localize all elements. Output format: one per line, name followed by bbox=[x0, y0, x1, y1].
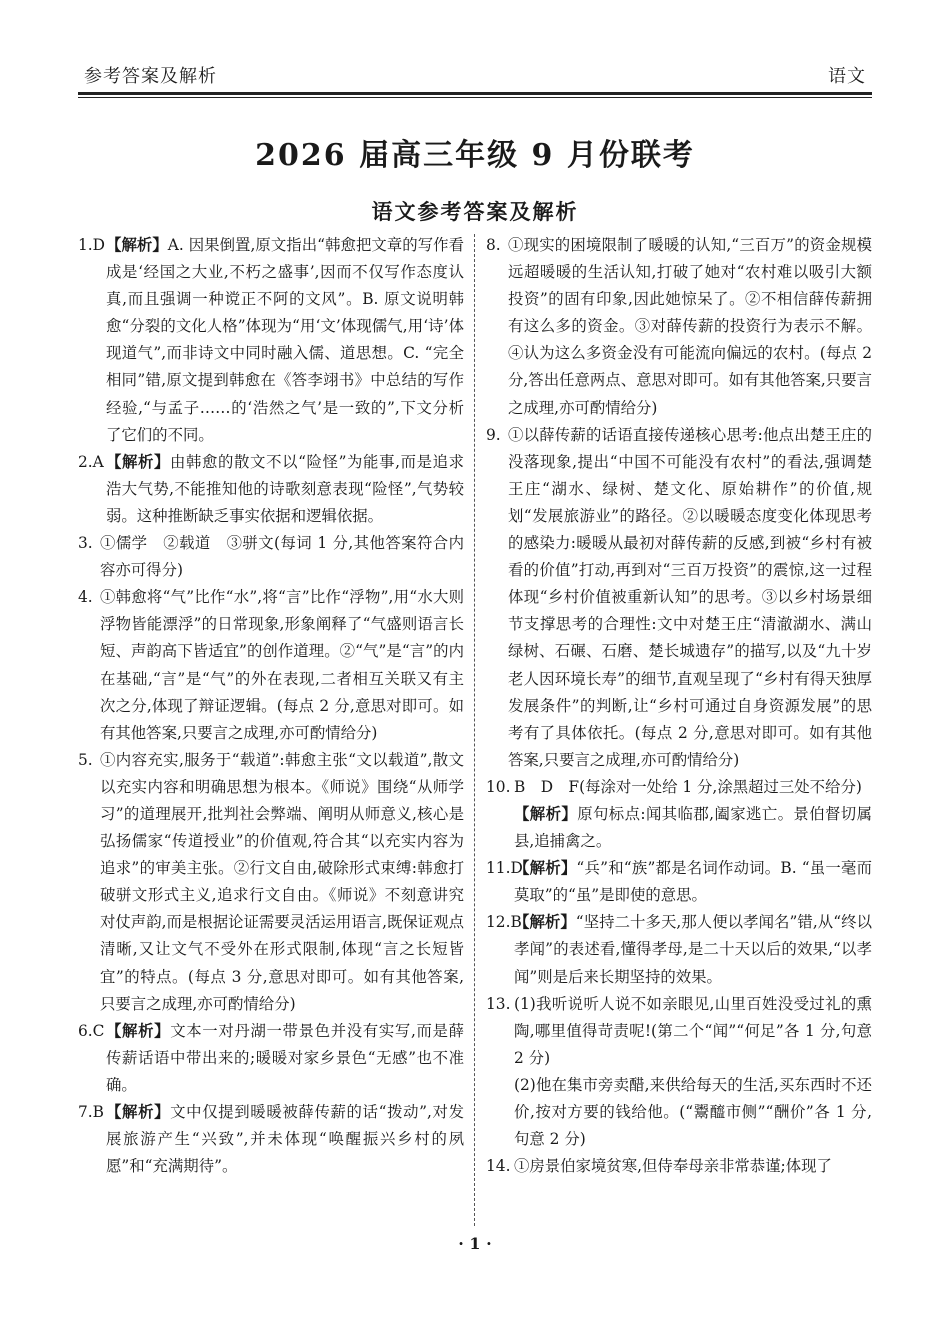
header-subject: 语文 bbox=[828, 66, 866, 87]
item-body bbox=[106, 449, 464, 530]
item-text: ①现实的困境限制了暖暖的认知,“三百万”的资金规模远超暖暖的生活认知,打破了她对“农村难以吸引大额投资”的固有印象,因此她惊呆了。②不相信薛传薪拥有这么多的资金。③对薛传薪的投资行为表示不解。④认为这么多资金没有可能流向偏远的农村。(每点 2 分,答出任意两点、意思对即可。如有其他答案,只要言之成理,亦可酌情给分) bbox=[508, 236, 872, 417]
item-text: “兵”和“族”都是名词作动词。B. “虽一毫而莫取”的“虽”是即使的意思。 bbox=[514, 859, 872, 905]
answer-item-8 bbox=[486, 232, 872, 422]
analysis-tag: 【解析】 bbox=[106, 236, 168, 254]
page-subtitle: 语文参考答案及解析 bbox=[371, 199, 579, 224]
item-body bbox=[106, 232, 464, 449]
item-number: 10. bbox=[486, 777, 511, 796]
answer-item-13 bbox=[486, 991, 872, 1072]
item-text: ①儒学 ②载道 ③骈文(每词 1 分,其他答案符合内容亦可得分) bbox=[100, 534, 464, 580]
answer-item-1 bbox=[78, 232, 464, 449]
page-title: 2026 届高三年级 9 月份联考 bbox=[255, 138, 695, 173]
item-number: 12.B bbox=[486, 913, 522, 932]
item-text: 原句标点:闻其临郡,阖家逃亡。景伯督切属县,追捕禽之。 bbox=[514, 804, 872, 851]
analysis-tag: 【解析】 bbox=[106, 1021, 171, 1040]
answer-item-10-analysis bbox=[486, 801, 872, 855]
item-number: 4. bbox=[78, 588, 93, 607]
item-body bbox=[514, 855, 872, 909]
item-number: 9. bbox=[486, 425, 501, 444]
header-left-text: 参考答案及解析 bbox=[84, 66, 217, 87]
item-number: 3. bbox=[78, 534, 93, 553]
item-number: 8. bbox=[486, 236, 501, 254]
answer-item-7 bbox=[78, 1099, 464, 1180]
analysis-tag: 【解析】 bbox=[514, 804, 578, 823]
item-text: 文本一对丹湖一带景色并没有实写,而是薛传薪话语中带出来的;暖暖对家乡景色“无感”也不准确。 bbox=[106, 1021, 464, 1094]
analysis-tag: 【解析】 bbox=[106, 452, 171, 471]
answer-item-12 bbox=[486, 909, 872, 990]
answer-item-3 bbox=[78, 530, 464, 584]
item-text: ①房景伯家境贫寒,但侍奉母亲非常恭谨;体现了 bbox=[514, 1157, 832, 1176]
page-header bbox=[78, 56, 872, 90]
item-text: “坚持二十多天,那人便以孝闻名”错,从“终以孝闻”的表述看,懂得孝母,是二十天以后的效果,“以孝闻”则是后来长期坚持的效果。 bbox=[514, 913, 872, 986]
item-text: B D F(每涂对一处给 1 分,涂黑超过三处不给分) bbox=[514, 777, 862, 796]
column-divider bbox=[474, 234, 475, 1226]
page-number: · 1 · bbox=[458, 1234, 492, 1253]
item-text: ①韩愈将“气”比作“水”,将“言”比作“浮物”,用“水大则浮物皆能漂浮”的日常现象,形象阐释了“气盛则语言长短、声韵高下皆适宜”的创作道理。②“气”是“言”的内在基础,“言”是“气”的外在表现,二者相互关联又有主次之分,体现了辩证逻辑。(每点 2 分,意思对即可。如有其他答案,只要言之成理,亦可酌情给分) bbox=[100, 588, 464, 742]
left-column bbox=[78, 232, 464, 1180]
analysis-tag: 【解析】 bbox=[514, 913, 576, 932]
item-text: A. 因果倒置,原文指出“韩愈把文章的写作看成是‘经国之大业,不朽之盛事’,因而不仅写作态度认真,而且强调一种谠正不阿的文风”。B. 原文说明韩愈“分裂的文化人格”体现为“用‘文’体现儒气,用‘诗’体现道气”,而非诗文中同时融入儒、道思想。C. “完全相同”错,原文提到韩愈在《答李翊书》中总结的写作经验,“与孟子……的‘浩然之气’是一致的”,下文分析了它们的不同。 bbox=[106, 236, 464, 444]
answer-item-2 bbox=[78, 449, 464, 530]
item-number: 7.B bbox=[78, 1103, 104, 1121]
item-number: 2.A bbox=[78, 452, 104, 471]
item-text: ①内容充实,服务于“载道”:韩愈主张“文以载道”,散文以充实内容和明确思想为根本。《师说》围绕“从师学习”的道理展开,批判社会弊端、阐明从师意义,核心是弘扬儒家“传道授业”的价值观,符合其“以充实内容为追求”的审美主张。②行文自由,破除形式束缚:韩愈打破骈文形式主义,追求行文自由。《师说》不刻意讲究对仗声韵,而是根据论证需要灵活运用语言,既保证观点清晰,又让文气不受外在形式限制,体现“言之长短皆宜”的特点。(每点 3 分,意思对即可。如有其他答案,只要言之成理,亦可酌情给分) bbox=[100, 750, 464, 1013]
header-rule-thin bbox=[78, 97, 872, 98]
item-body bbox=[106, 1018, 464, 1099]
answer-item-13-part2: (2)他在集市旁卖醋,来供给每天的生活,买东西时不还价,按对方要的钱给他。(“鬻醯市侧”“酬价”各 1 分,句意 2 分) bbox=[514, 1075, 872, 1149]
item-body bbox=[106, 1099, 464, 1180]
item-number: 14. bbox=[486, 1157, 511, 1176]
analysis-tag: 【解析】 bbox=[514, 859, 577, 878]
item-number: 6.C bbox=[78, 1021, 105, 1040]
answer-item-4 bbox=[78, 584, 464, 747]
analysis-tag: 【解析】 bbox=[106, 1103, 171, 1121]
answer-item-14 bbox=[486, 1153, 872, 1180]
answer-item-9 bbox=[486, 422, 872, 774]
item-text: (1)我听说听人说不如亲眼见,山里百姓没受过礼的熏陶,哪里值得苛责呢!(第二个“闻”“何足”各 1 分,句意 2 分) bbox=[514, 994, 872, 1067]
item-number: 1.D bbox=[78, 236, 106, 254]
item-text: 文中仅提到暖暖被薛传薪的话“拨动”,对发展旅游产生“兴致”,并未体现“唤醒振兴乡村的夙愿”和“充满期待”。 bbox=[106, 1103, 464, 1176]
answer-item-6 bbox=[78, 1018, 464, 1099]
answer-item-5 bbox=[78, 747, 464, 1018]
right-column bbox=[486, 232, 872, 1180]
item-body bbox=[514, 909, 872, 990]
header-rule-thick bbox=[78, 92, 872, 95]
item-text: 由韩愈的散文不以“险怪”为能事,而是追求浩大气势,不能推知他的诗歌刻意表现“险怪”,气势较弱。这种推断缺乏事实依据和逻辑依据。 bbox=[106, 452, 464, 525]
item-number: 13. bbox=[486, 994, 511, 1013]
item-text: ①以薛传薪的话语直接传递核心思考:他点出楚王庄的没落现象,提出“中国不可能没有农村”的看法,强调楚王庄“湖水、绿树、楚文化、原始耕作”的价值,规划“发展旅游业”的路径。②以暖暖态度变化体现思考的感染力:暖暖从最初对薛传薪的反感,到被“乡村有被看的价值”打动,再到对“三百万投资”的震惊,这一过程体现“乡村价值被重新认知”的思考。③以乡村场景细节支撑思考的合理性:文中对楚王庄“清澈湖水、满山绿树、石碾、石磨、楚长城遗存”的描写,以及“九十岁老人因环境长寿”的细节,直观呈现了“乡村有得天独厚发展条件”的判断,让“乡村可通过自身资源发展”的思考有了具体依托。(每点 2 分,意思对即可。如有其他答案,只要言之成理,亦可酌情给分) bbox=[508, 425, 872, 769]
answer-item-11 bbox=[486, 855, 872, 909]
item-number: 5. bbox=[78, 750, 93, 769]
item-number: 11.D bbox=[486, 859, 523, 878]
answer-item-10 bbox=[486, 774, 872, 801]
